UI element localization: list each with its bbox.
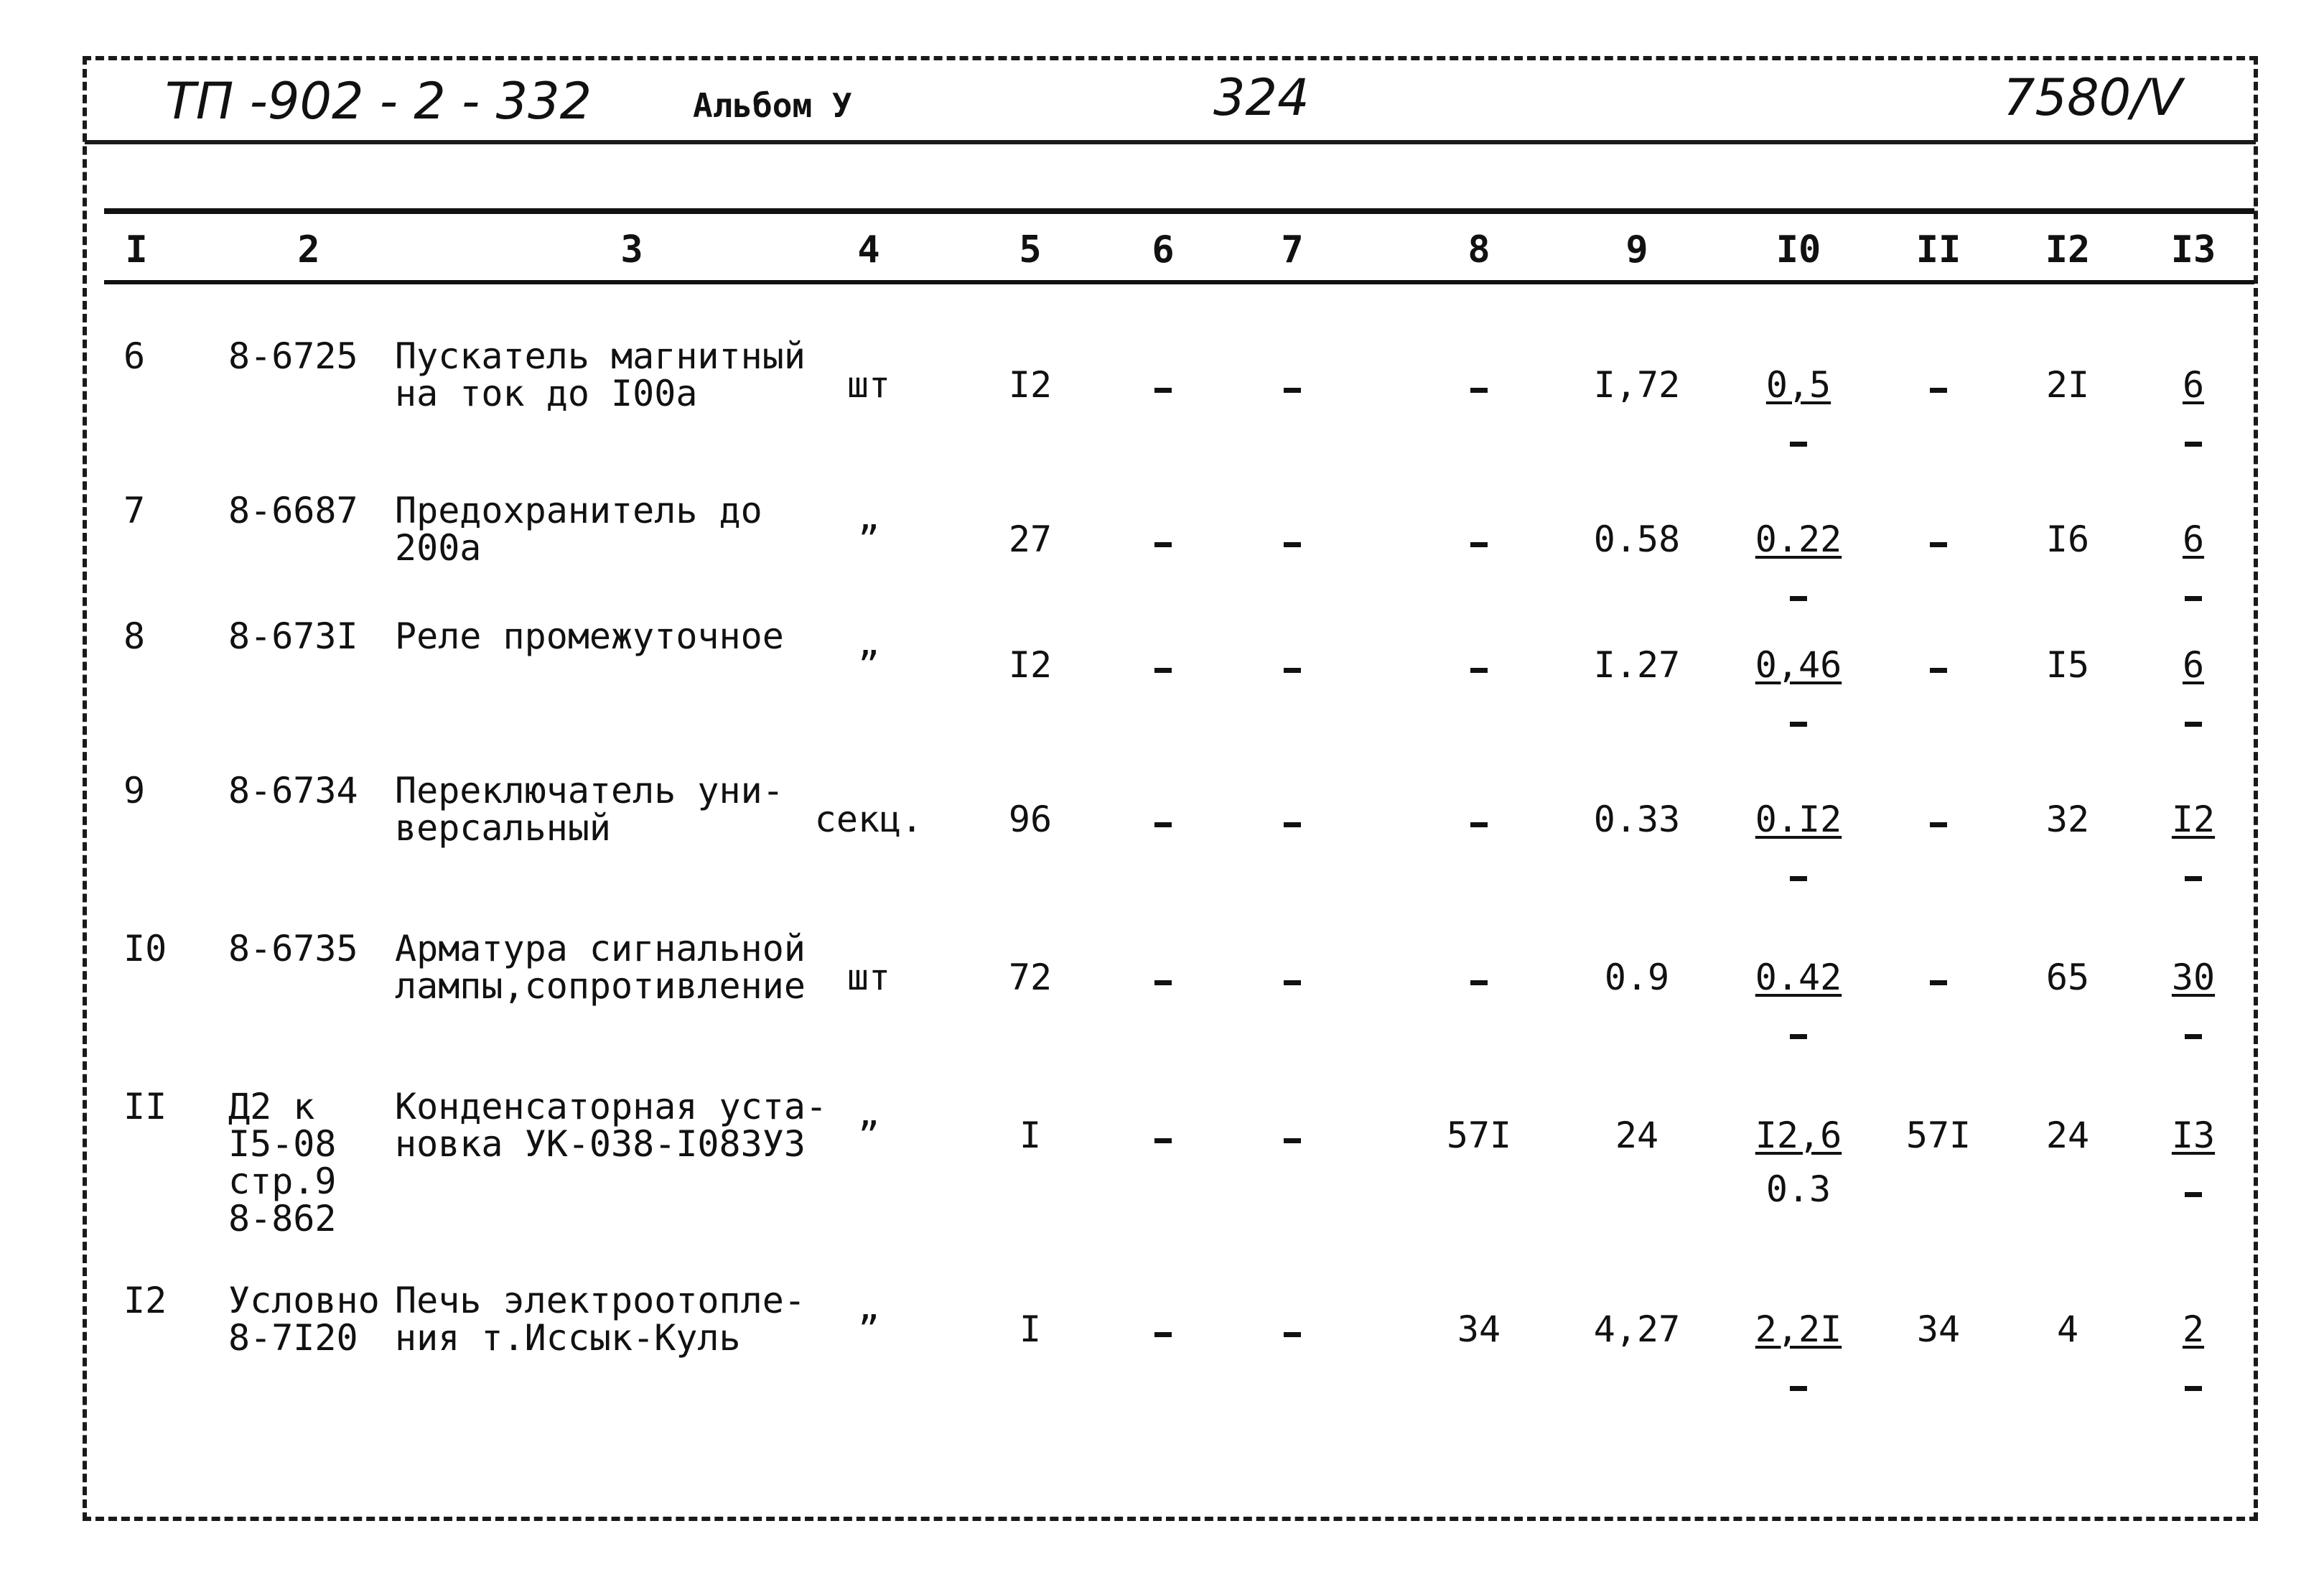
row-col11: 57I [1905,1115,1971,1156]
row-col7-dash [1284,388,1301,393]
row-col6-dash [1154,822,1172,827]
row-col6-dash [1154,542,1172,547]
column-number-10: I0 [1775,228,1821,271]
column-number-4: 4 [857,228,880,271]
row-qty: 72 [1008,957,1053,998]
album-label: Альбом У [693,86,852,125]
row-col9: 4,27 [1593,1308,1681,1350]
row-col11-dash [1930,980,1947,985]
row-col9: 0.9 [1604,957,1670,998]
row-col7-dash [1284,822,1301,827]
row-col11-dash [1930,668,1947,673]
row-col11: 34 [1916,1308,1961,1350]
row-col8-dash [1470,542,1488,547]
row-col13-bottom-dash [2185,596,2202,601]
row-col8-dash [1470,668,1488,673]
row-col7-dash [1284,1332,1301,1337]
column-number-6: 6 [1152,228,1175,271]
row-unit: шт [846,957,891,998]
column-number-9: 9 [1625,228,1648,271]
row-code: 8-6687 [228,490,358,531]
row-col13-top: I2 [2171,799,2216,840]
row-col10-bottom-dash [1790,1386,1807,1391]
row-col10-top: I2,6 [1755,1115,1842,1156]
row-number: 6 [123,335,146,377]
row-number: II [123,1086,167,1127]
column-number-11: II [1915,228,1961,271]
row-col13-bottom-dash [2185,1192,2202,1197]
row-unit: ” [857,644,880,686]
row-code: Условно 8-7I20 [228,1280,380,1359]
row-col9: 0.58 [1593,518,1681,560]
row-name: Конденсаторная уста- новка УК-038-I083У3 [395,1086,828,1165]
row-col13-top: 6 [2182,644,2205,686]
row-col13-bottom-dash [2185,876,2202,881]
row-qty: I [1019,1115,1042,1156]
row-col6-dash [1154,388,1172,393]
column-number-2: 2 [297,228,320,271]
row-code: 8-6735 [228,928,358,969]
table-top-rule [104,208,2254,214]
row-qty: 27 [1008,518,1053,560]
row-code: 8-673I [228,615,358,657]
column-number-3: 3 [620,228,643,271]
row-col10-top: 0.42 [1755,957,1842,998]
column-number-7: 7 [1281,228,1304,271]
row-qty: I [1019,1308,1042,1350]
page-number: 324 [1213,68,1310,127]
row-col8-dash [1470,388,1488,393]
row-unit: секц. [814,799,923,840]
row-col7-dash [1284,542,1301,547]
sheet-code: 7580/V [2003,68,2183,127]
column-number-13: I3 [2170,228,2216,271]
row-col13-top: I3 [2171,1115,2216,1156]
row-number: 7 [123,490,146,531]
table-header-rule [104,280,2254,284]
row-col6-dash [1154,980,1172,985]
row-col8: 34 [1457,1308,1501,1350]
row-col13-bottom-dash [2185,722,2202,727]
row-col11-dash [1930,388,1947,393]
row-name: Переключатель уни- версальный [395,770,784,849]
column-number-1: I [125,228,148,271]
row-col13-bottom-dash [2185,1034,2202,1039]
row-unit: ” [857,518,880,560]
row-col9: 24 [1615,1115,1659,1156]
row-number: I0 [123,928,167,969]
row-col12: 24 [2045,1115,2090,1156]
row-col10-top: 0,46 [1755,644,1842,686]
row-col12: I6 [2045,518,2090,560]
row-code: 8-6725 [228,335,358,377]
row-col6-dash [1154,668,1172,673]
row-col10-bottom-dash [1790,876,1807,881]
row-col8-dash [1470,822,1488,827]
row-col10-top: 0,5 [1765,364,1831,406]
row-unit: ” [857,1308,880,1350]
row-col7-dash [1284,668,1301,673]
row-code: Д2 к I5-08 стр.9 8-862 [228,1086,337,1239]
row-col10-top: 0.I2 [1755,799,1842,840]
row-unit: ” [857,1115,880,1156]
row-col13-bottom-dash [2185,1386,2202,1391]
row-col10-bottom-dash [1790,596,1807,601]
row-col9: I,72 [1593,364,1681,406]
row-col13-top: 6 [2182,518,2205,560]
column-number-8: 8 [1467,228,1490,271]
row-col11-dash [1930,822,1947,827]
row-col13-top: 2 [2182,1308,2205,1350]
row-name: Печь электроотопле- ния т.Иссык-Куль [395,1280,806,1359]
row-number: 8 [123,615,146,657]
row-name: Пускатель магнитный на ток до I00а [395,335,806,414]
row-col10-bottom: 0.3 [1765,1168,1831,1210]
row-col7-dash [1284,1138,1301,1143]
row-code: 8-6734 [228,770,358,811]
row-col12: 32 [2045,799,2090,840]
row-qty: I2 [1008,644,1053,686]
row-col10-bottom-dash [1790,722,1807,727]
row-col8-dash [1470,980,1488,985]
row-col6-dash [1154,1332,1172,1337]
row-col7-dash [1284,980,1301,985]
row-col9: I.27 [1593,644,1681,686]
row-name: Реле промежуточное [395,615,784,657]
row-col10-bottom-dash [1790,442,1807,447]
column-number-12: I2 [2045,228,2091,271]
row-col10-top: 0.22 [1755,518,1842,560]
row-qty: I2 [1008,364,1053,406]
row-col6-dash [1154,1138,1172,1143]
row-name: Предохранитель до 200а [395,490,762,569]
row-col10-top: 2,2I [1755,1308,1842,1350]
column-number-5: 5 [1019,228,1042,271]
row-col11-dash [1930,542,1947,547]
row-name: Арматура сигнальной лампы,сопротивление [395,928,806,1007]
row-unit: шт [846,364,891,406]
row-col13-bottom-dash [2185,442,2202,447]
row-col9: 0.33 [1593,799,1681,840]
row-col13-top: 30 [2171,957,2216,998]
row-col12: I5 [2045,644,2090,686]
row-col8: 57I [1446,1115,1512,1156]
doc-code: ТП -902 - 2 - 332 [165,72,592,131]
header-divider [85,140,2256,144]
row-col12: 4 [2056,1308,2079,1350]
row-col10-bottom-dash [1790,1034,1807,1039]
row-col13-top: 6 [2182,364,2205,406]
row-col12: 2I [2045,364,2090,406]
row-number: 9 [123,770,146,811]
row-col12: 65 [2045,957,2090,998]
row-qty: 96 [1008,799,1053,840]
row-number: I2 [123,1280,167,1321]
